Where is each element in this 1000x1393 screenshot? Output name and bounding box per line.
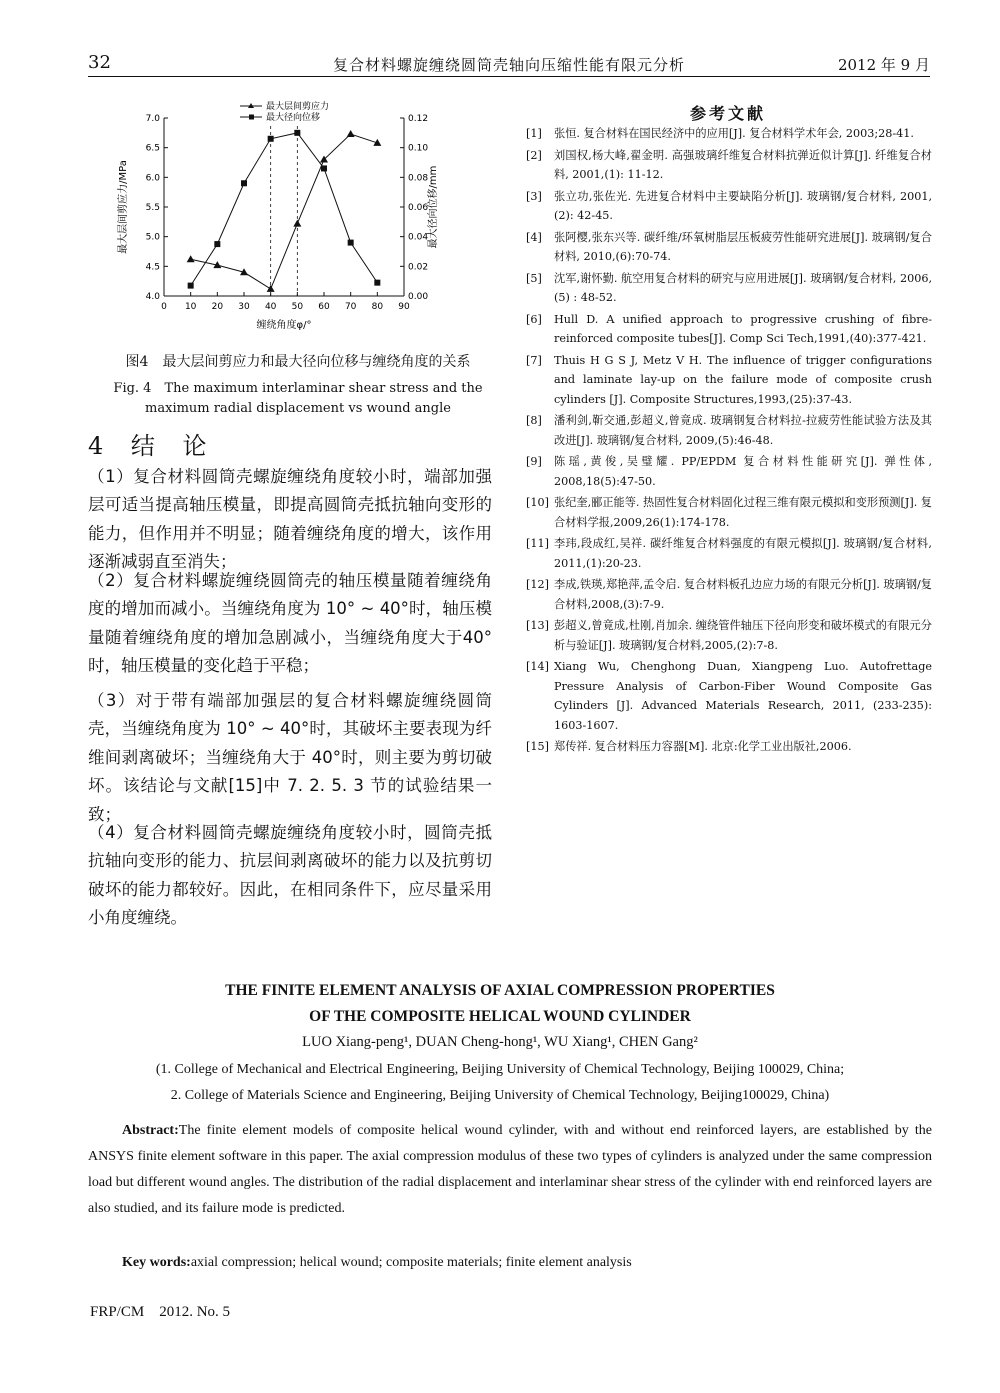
conclusion-paragraph: （3）对于带有端部加强层的复合材料螺旋缠绕圆筒壳，当缠绕角度为 10° ~ 40°时，其破坏主要表现为纤维间剥离破坏；当缠绕角大于 40°时，则主要为剪切破坏。该结论与文献[15]中 7. 2. 5. 3 节的试验结果一致；	[88, 691, 492, 824]
reference-text: 张纪奎,郦正能等. 热固性复合材料固化过程三维有限元模拟和变形预测[J]. 复合材料学报,2009,26(1):174-178.	[554, 496, 932, 529]
x-tick-label: 70	[344, 302, 357, 312]
triangle-marker	[267, 285, 275, 292]
square-marker	[294, 130, 300, 136]
legend-label: 最大层间剪应力	[266, 102, 330, 112]
y-right-tick-label: 0.02	[408, 262, 429, 273]
square-marker	[241, 180, 247, 186]
references-heading: 参考文献	[690, 104, 767, 123]
reference-text: 刘国权,杨大峰,翟金明. 高强玻璃纤维复合材料抗弹近似计算[J]. 纤维复合材料, 2001,(1): 11-12.	[554, 148, 932, 181]
conclusion-paragraph: （2）复合材料螺旋缠绕圆筒壳的轴压模量随着缠绕角度的增加而减小。当缠绕角度为 10° ~ 40°时，轴压模量随着缠绕角度的增加急剧减小，当缠绕角度大于40°时，轴压模量的变化趋于平稳；	[88, 571, 492, 676]
reference-text: Thuis H G S J, Metz V H. The influence of trigger configurations and laminate lay-up on the failure mode of composite crush cylinders [J]. Composite Structures,1993,(25):37-43.	[554, 353, 932, 406]
reference-item	[526, 411, 932, 450]
figure-caption-en-line1: Fig. 4 The maximum interlaminar shear stress and the	[113, 381, 483, 396]
triangle-marker	[293, 220, 301, 227]
x-tick-label: 40	[264, 302, 277, 312]
triangle-marker	[187, 255, 195, 262]
square-marker	[321, 165, 327, 171]
reference-text: 潘利剑,靳交通,彭超义,曾竟成. 玻璃钢复合材料拉-拉疲劳性能试验方法及其改进[J]. 玻璃钢/复合材料, 2009,(5):46-48.	[554, 414, 932, 447]
y-left-tick-label: 5.5	[145, 203, 160, 213]
reference-number: [13]	[526, 619, 549, 632]
y-left-tick-label: 5.0	[145, 232, 160, 243]
reference-item	[526, 493, 932, 532]
reference-item	[526, 228, 932, 267]
x-tick-label: 90	[398, 302, 410, 312]
reference-number: [15]	[526, 740, 549, 753]
reference-number: [3]	[526, 189, 542, 203]
y-right-tick-label: 0.10	[408, 143, 429, 154]
x-tick-label: 50	[291, 302, 304, 312]
legend-label: 最大径向位移	[266, 113, 321, 123]
conclusion-paragraph: （1）复合材料圆筒壳螺旋缠绕角度较小时，端部加强层可适当提高轴压模量，即提高圆筒壳抵抗轴向变形的能力，但作用并不明显；随着缠绕角度的增大，该作用逐渐减弱直至消失；	[88, 467, 492, 572]
issue-date: 2012 年 9 月	[837, 56, 930, 74]
reference-text: Hull D. A unified approach to progressive crushing of fibre-reinforced composite tubes[J]. Comp Sci Tech,1991,(40):377-421.	[554, 312, 932, 345]
reference-item	[526, 351, 932, 410]
reference-number: [2]	[526, 148, 542, 162]
conclusion-paragraph: （4）复合材料圆筒壳螺旋缠绕角度较小时，圆筒壳抵抗轴向变形的能力、抗层间剥离破坏的能力以及抗剪切破坏的能力都较好。因此，在相同条件下，应尽量采用小角度缠绕。	[88, 823, 492, 928]
english-title-line2: OF THE COMPOSITE HELICAL WOUND CYLINDER	[309, 1008, 691, 1025]
y-right-tick-label: 0.08	[408, 173, 429, 184]
reference-text: 陈瑶,黄俊,吴璧耀. PP/EPDM 复合材料性能研究[J]. 弹性体, 2008,18(5):47-50.	[554, 455, 932, 488]
affiliation-1: (1. College of Mechanical and Electrical Engineering, Beijing University of Chemical Technology, Beijing 100029, China;	[155, 1062, 845, 1077]
keywords-label: Key words:	[122, 1255, 191, 1270]
reference-number: [6]	[526, 312, 542, 326]
reference-item	[526, 269, 932, 308]
reference-text: 郑传祥. 复合材料压力容器[M]. 北京:化学工业出版社,2006.	[554, 740, 852, 753]
reference-item	[526, 737, 932, 757]
page-footer: FRP/CM 2012. No. 5	[90, 1304, 231, 1320]
reference-number: [1]	[526, 127, 542, 140]
reference-item	[526, 310, 932, 349]
page-number: 32	[88, 52, 111, 73]
abstract-text: The finite element models of composite helical wound cylinder, with and without end reinforced layers, are established by the ANSYS finite element software in this paper. The axial compression modulus of these two types of cylinders is analyzed under the same compression load but different wound angles. The distribution of the radial displacement and interlaminar shear stress of the cylinder with end reinforced layers are also studied, and its failure mode is predicted.	[88, 1123, 932, 1216]
page-header	[88, 46, 930, 77]
keywords-text: axial compression; helical wound; composite materials; finite element analysis	[190, 1255, 632, 1270]
series-line-radial-displacement	[191, 133, 378, 286]
x-tick-label: 20	[211, 302, 224, 312]
y-right-tick-label: 0.06	[408, 203, 429, 213]
reference-text: 张阿樱,张东兴等. 碳纤维/环氧树脂层压板疲劳性能研究进展[J]. 玻璃钢/复合材料, 2010,(6):70-74.	[554, 230, 932, 263]
y-left-tick-label: 6.0	[145, 173, 160, 184]
reference-text: 沈军,谢怀勤. 航空用复合材料的研究与应用进展[J]. 玻璃钢/复合材料, 2006, (5) : 48-52.	[554, 271, 932, 304]
triangle-marker	[347, 130, 355, 137]
reference-text: 彭超义,曾竟成,杜刚,肖加余. 缠绕管件轴压下径向形变和破坏模式的有限元分析与验证[J]. 玻璃钢/复合材料,2005,(2):7-8.	[554, 619, 932, 652]
x-tick-label: 80	[371, 302, 384, 312]
square-marker	[188, 283, 194, 289]
abstract-label: Abstract:	[122, 1123, 179, 1138]
reference-number: [11]	[526, 537, 549, 550]
keywords	[88, 1255, 932, 1271]
reference-item	[526, 452, 932, 491]
y-left-tick-label: 6.5	[145, 143, 160, 154]
square-marker	[374, 280, 380, 286]
reference-item	[526, 146, 932, 185]
y-left-tick-label: 7.0	[145, 114, 160, 124]
reference-number: [8]	[526, 414, 542, 427]
reference-number: [4]	[526, 230, 542, 244]
y-right-axis-label: 最大径向位移/mm	[428, 165, 439, 249]
reference-number: [7]	[526, 353, 542, 367]
y-left-tick-label: 4.0	[145, 292, 160, 302]
x-tick-label: 10	[184, 302, 197, 312]
y-right-tick-label: 0.12	[408, 114, 429, 124]
square-marker	[214, 241, 220, 247]
reference-text: 李玮,段成红,吴祥. 碳纤维复合材料强度的有限元模拟[J]. 玻璃钢/复合材料, 2011,(1):20-23.	[554, 537, 932, 570]
reference-text: 张立功,张佐光. 先进复合材料中主要缺陷分析[J]. 玻璃钢/复合材料, 2001,(2): 42-45.	[554, 189, 932, 222]
square-marker	[268, 136, 274, 142]
running-title: 复合材料螺旋缠绕圆筒壳轴向压缩性能有限元分析	[332, 56, 685, 74]
x-tick-label: 60	[318, 302, 330, 312]
section-heading: 4 结 论	[88, 432, 217, 460]
reference-text: 李成,铁瑛,郑艳萍,孟令启. 复合材料板孔边应力场的有限元分析[J]. 玻璃钢/复合材料,2008,(3):7-9.	[554, 578, 932, 611]
reference-number: [5]	[526, 271, 542, 285]
x-tick-label: 30	[238, 302, 250, 312]
reference-list	[526, 124, 932, 759]
reference-item	[526, 124, 932, 144]
square-marker	[348, 240, 354, 246]
figure-4-chart	[112, 98, 442, 343]
x-axis-label: 缠绕角度φ/°	[256, 320, 312, 331]
y-left-axis-label: 最大层间剪应力/MPa	[118, 160, 129, 254]
reference-text: 张恒. 复合材料在国民经济中的应用[J]. 复合材料学术年会, 2003;28-41.	[554, 127, 914, 140]
reference-number: [12]	[526, 578, 549, 591]
reference-item	[526, 534, 932, 573]
reference-number: [14]	[526, 660, 549, 673]
y-right-tick-label: 0.00	[408, 292, 429, 302]
author-list: LUO Xiang-peng¹, DUAN Cheng-hong¹, WU Xiang¹, CHEN Gang²	[302, 1034, 698, 1050]
reference-item	[526, 616, 932, 655]
english-title-line1: THE FINITE ELEMENT ANALYSIS OF AXIAL COMPRESSION PROPERTIES	[225, 982, 775, 999]
reference-item	[526, 575, 932, 614]
figure-caption-cn: 图4 最大层间剪应力和最大径向位移与缠绕角度的关系	[125, 354, 471, 370]
x-tick-label: 0	[161, 302, 167, 312]
reference-number: [9]	[526, 455, 542, 468]
reference-item	[526, 657, 932, 735]
legend-square-marker	[249, 115, 254, 120]
figure-caption-en-line2: maximum radial displacement vs wound angle	[145, 401, 451, 416]
reference-text: Xiang Wu, Chenghong Duan, Xiangpeng Luo. Autofrettage Pressure Analysis of Carbon-Fiber Wound Composite Gas Cylinders [J]. Advanced Materials Research, 2011, (233-235): 1603-1607.	[554, 660, 932, 732]
abstract	[88, 1118, 932, 1222]
reference-item	[526, 187, 932, 226]
reference-number: [10]	[526, 496, 549, 509]
y-left-tick-label: 4.5	[145, 262, 160, 273]
y-right-tick-label: 0.04	[408, 232, 429, 243]
affiliation-2: 2. College of Materials Science and Engineering, Beijing University of Chemical Technology, Beijing100029, China)	[170, 1088, 830, 1103]
